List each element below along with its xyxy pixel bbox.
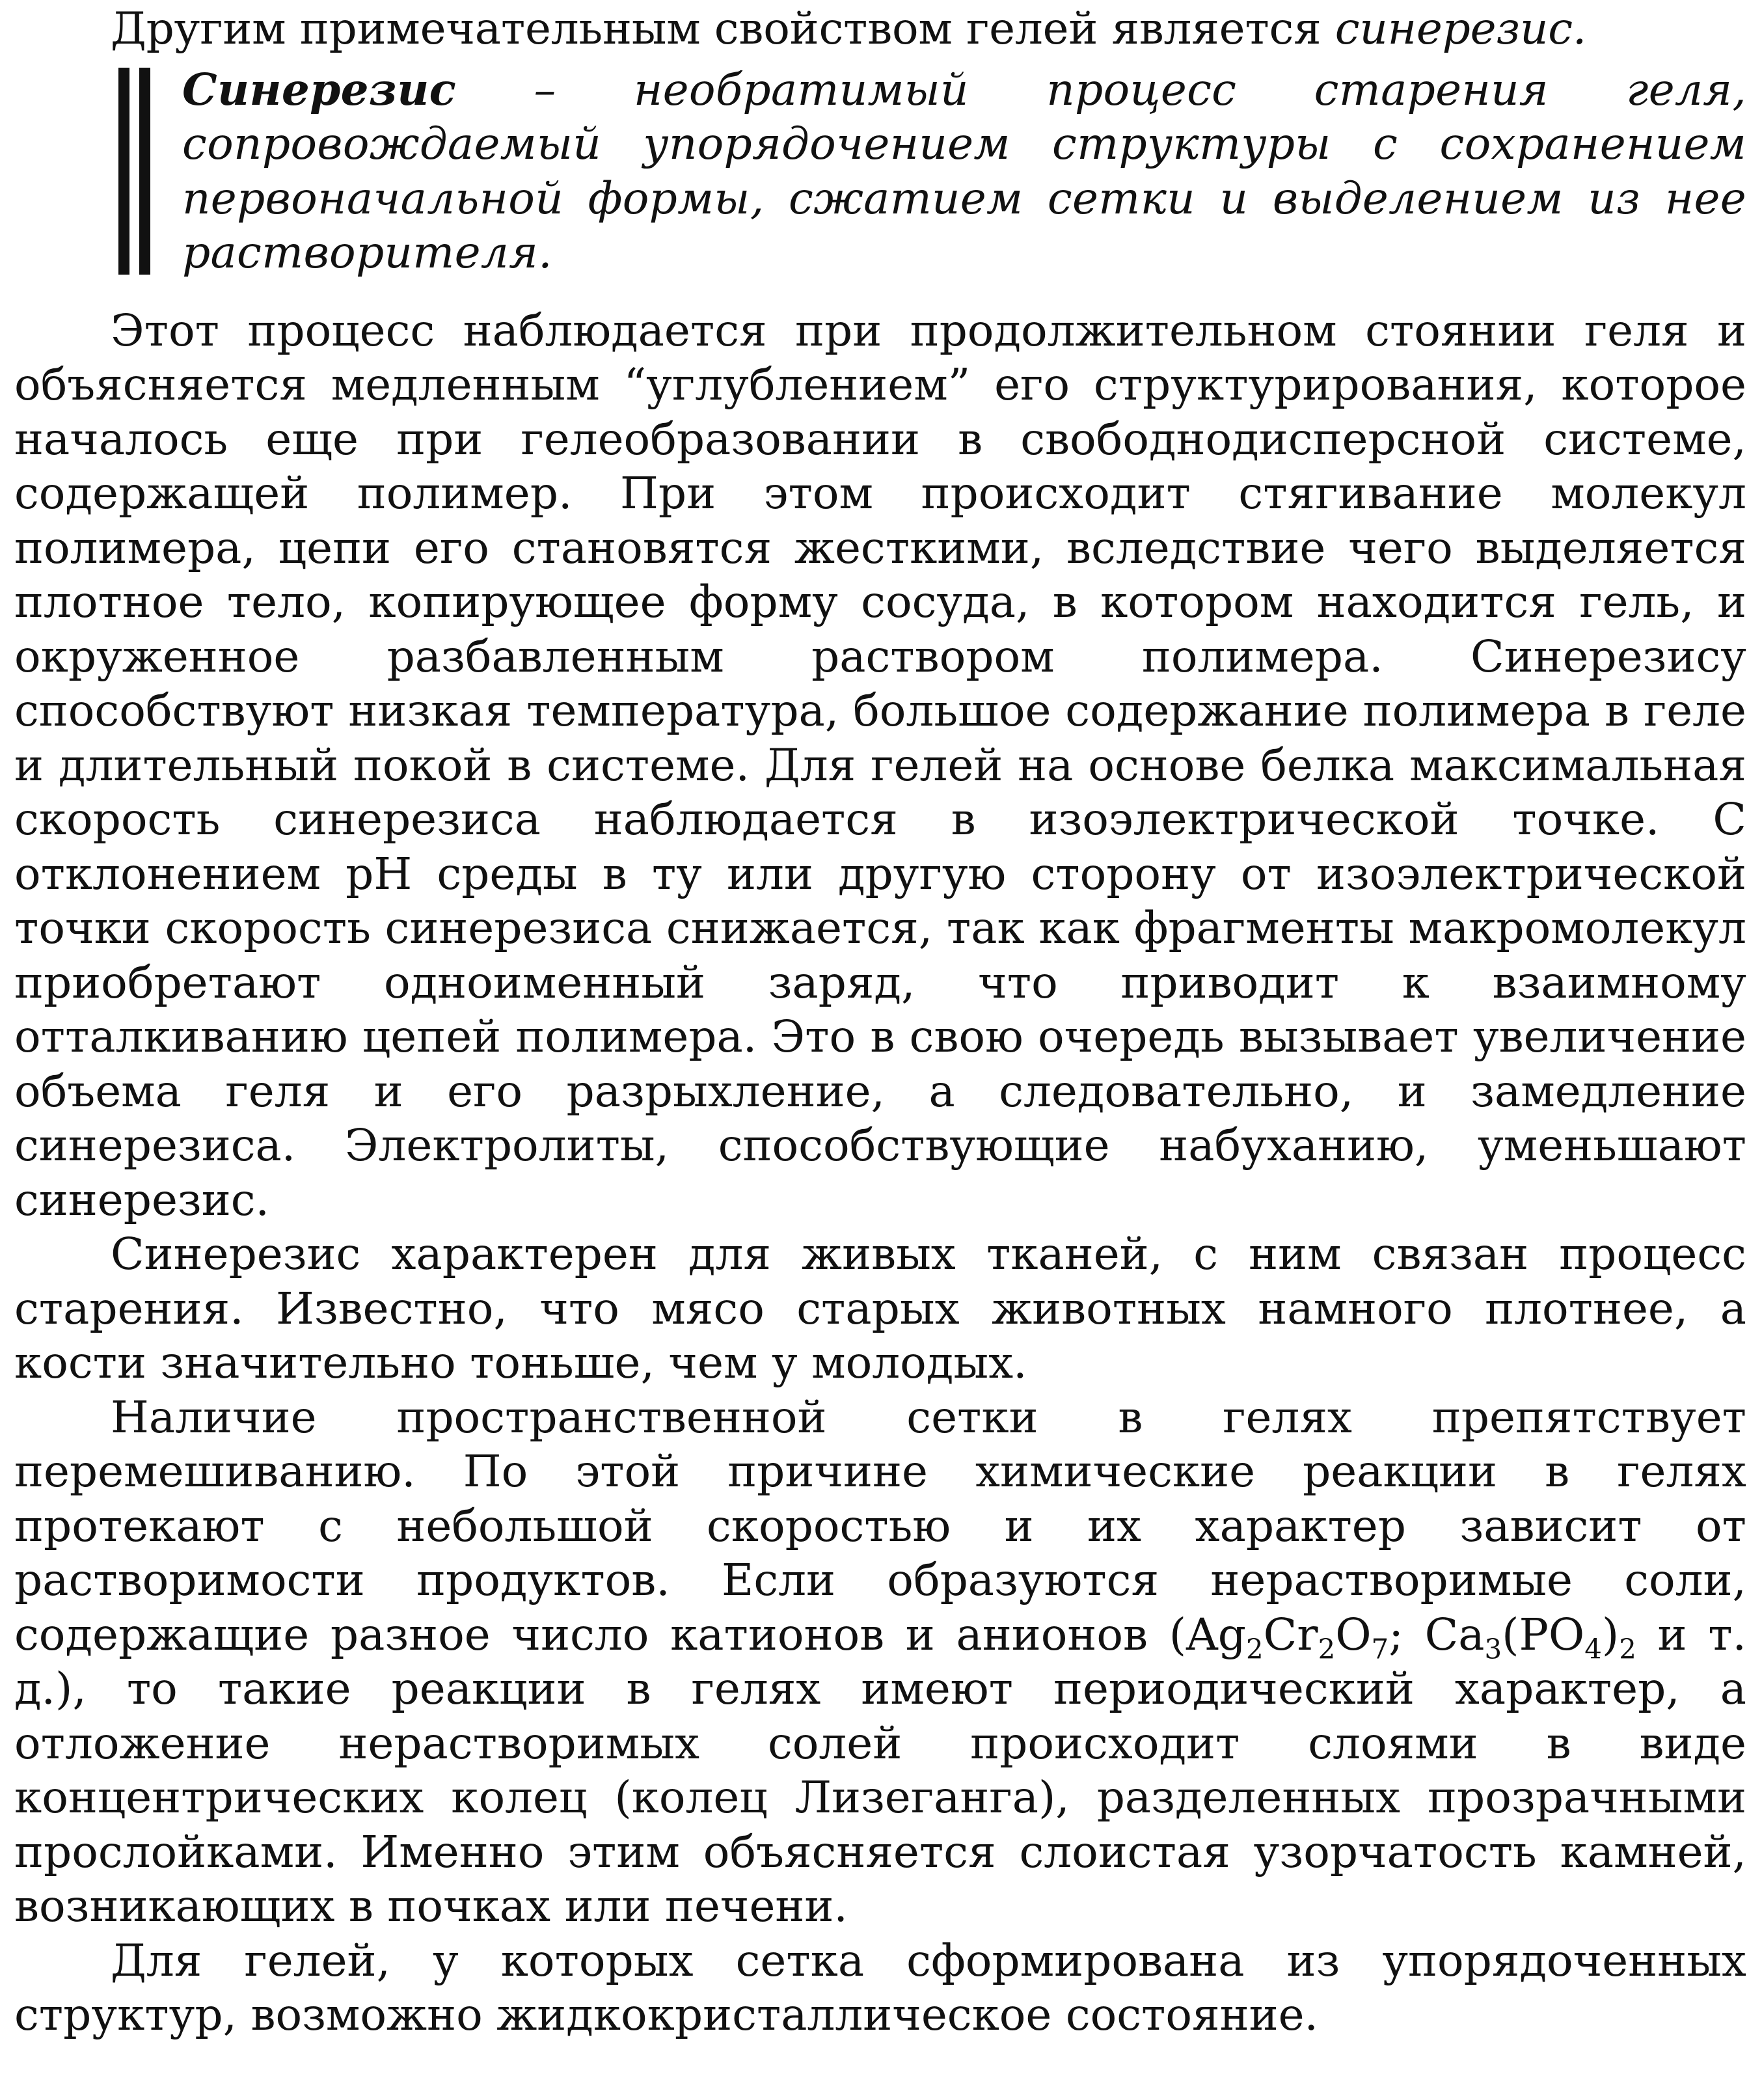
document-page	[14, 0, 1746, 2042]
formula-part: Ca	[1424, 1608, 1485, 1660]
intro-paragraph	[14, 1, 1746, 56]
paragraph-3-before: Наличие пространственной сетки в гелях препятствует перемешиванию. По этой причине химические реакции в гелях протекают с небольшой скоростью и их характер зависит от растворимости продуктов. Если образуются нерастворимые соли, содержащие разное число катионов и анионов (	[14, 1391, 1746, 1660]
formula-part: (PO	[1502, 1608, 1585, 1660]
definition-body: – необратимый процесс старения геля, сопровождаемый упорядочением структуры с сохранением первоначальной формы, сжатием сетки и выделением из нее растворителя.	[182, 63, 1746, 278]
paragraph-3-after: и т. д.), то такие реакции в гелях имеют периодический характер, а отложение нерастворимых солей происходит слоями в виде концентрических колец (колец Лизеганга), разделенных прозрачными прослойками. Именно этим объясняется слоистая узорчатость камней, возникающих в почках или печени.	[14, 1608, 1747, 1931]
definition-text	[182, 62, 1746, 280]
formula-subscript: 7	[1371, 1632, 1389, 1665]
formula-subscript: 4	[1584, 1632, 1602, 1665]
intro-term: синерезис.	[1335, 3, 1587, 54]
formula-part: Ag	[1186, 1608, 1247, 1660]
formula-subscript: 2	[1619, 1632, 1636, 1665]
paragraph-2: Синерезис характерен для живых тканей, с ним связан процесс старения. Известно, что мясо старых животных намного плотнее, а кости значительно тоньше, чем у молодых.	[14, 1228, 1746, 1388]
formula-silver-dichromate	[1186, 1608, 1389, 1665]
formula-part: Cr	[1263, 1608, 1318, 1660]
formula-part: )	[1601, 1608, 1620, 1660]
definition-marker-bar	[118, 68, 129, 275]
formula-separator: ;	[1389, 1608, 1425, 1660]
definition-marker-bar-second	[139, 68, 150, 275]
formula-part: O	[1335, 1608, 1372, 1660]
paragraph-4: Для гелей, у которых сетка сформирована из упорядоченных структур, возможно жидкокристаллическое состояние.	[14, 1934, 1746, 2040]
definition-term: Синерезис	[182, 63, 457, 115]
formula-subscript: 2	[1246, 1632, 1264, 1665]
formula-subscript: 2	[1318, 1632, 1336, 1665]
paragraph-3	[14, 1390, 1746, 1933]
paragraph-1: Этот процесс наблюдается при продолжительном стоянии геля и объясняется медленным “углублением” его структурирования, которое началось еще при гелеобразовании в свободнодисперсной системе, содержащей полимер. При этом происходит стягивание молекул полимера, цепи его становятся жесткими, вследствие чего выделяется плотное тело, копирующее форму сосуда, в котором находится гель, и окруженное разбавленным раствором полимера. Синерезису способствуют низкая температура, большое содержание полимера в геле и длительный покой в системе. Для гелей на основе белка максимальная скорость синерезиса наблюдается в изоэлектрической точке. С отклонением pH среды в ту или другую сторону от изоэлектрической точки скорость синерезиса снижается, так как фрагменты макромолекул приобретают одноименный заряд, что приводит к взаимному отталкиванию цепей полимера. Это в свою очередь вызывает увеличение объема геля и его разрыхление, а следовательно, и замедление синерезиса. Электролиты, способствующие набуханию, уменьшают синерезис.	[14, 304, 1746, 1225]
formula-subscript: 3	[1484, 1632, 1502, 1665]
definition-box	[14, 62, 1746, 280]
intro-text: Другим примечательным свойством гелей является	[111, 3, 1335, 54]
formula-calcium-phosphate	[1424, 1608, 1636, 1665]
